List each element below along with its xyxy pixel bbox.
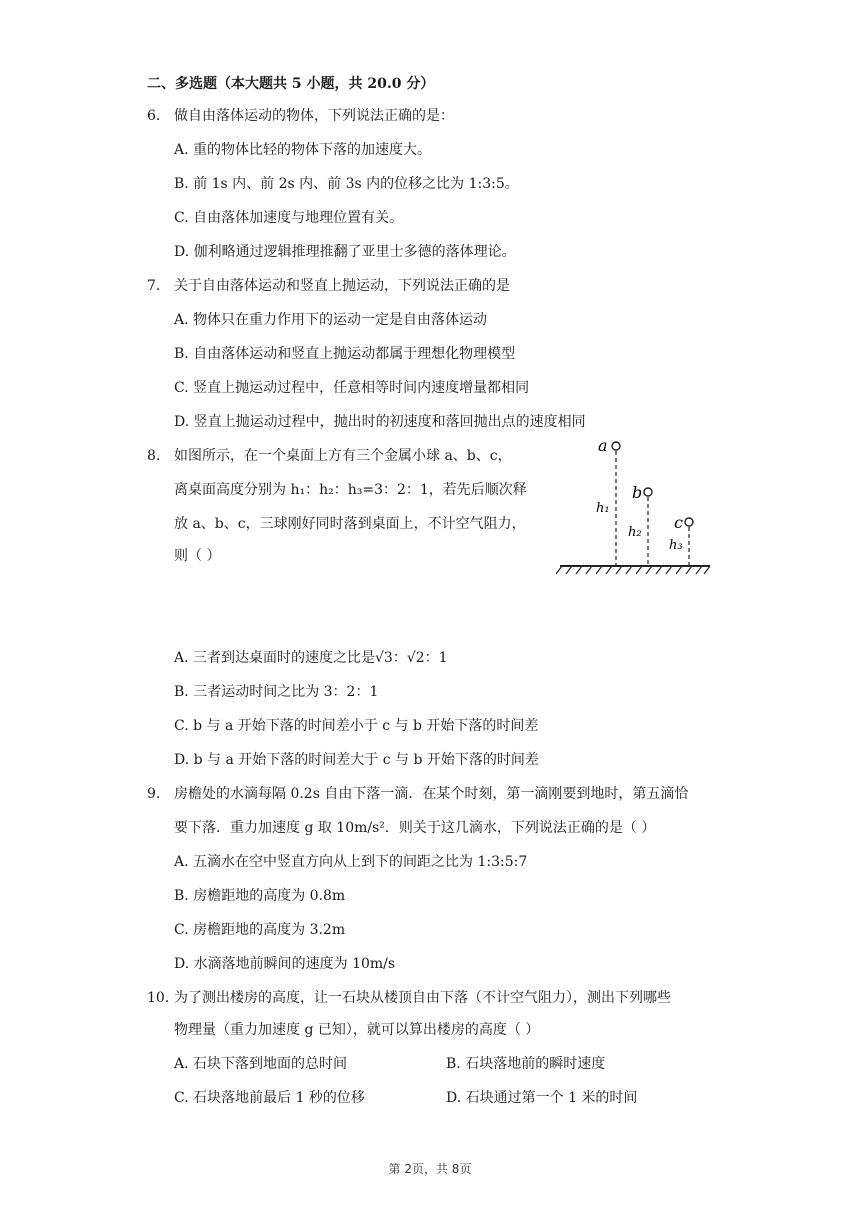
ground-hatching — [556, 566, 710, 574]
falling-balls-figure — [552, 432, 722, 582]
option-d: D. b 与 a 开始下落的时间差大于 c 与 b 开始下落的时间差 — [174, 752, 539, 768]
option-a: A. 五滴水在空中竖直方向从上到下的间距之比为 1:3:5:7 — [174, 854, 528, 870]
option-b: B. 自由落体运动和竖直上抛运动都属于理想化物理模型 — [174, 346, 516, 362]
question-stem-line: 物理量（重力加速度 g 已知），就可以算出楼房的高度（ ） — [174, 1022, 540, 1038]
ball-a — [612, 442, 620, 450]
question-number: 10. — [147, 990, 170, 1006]
option-a: A. 重的物体比轻的物体下落的加速度大。 — [174, 142, 432, 158]
question-stem: 做自由落体运动的物体，下列说法正确的是： — [174, 108, 454, 124]
option-a: A. 三者到达桌面时的速度之比是√3：√2：1 — [174, 650, 448, 666]
option-c: C. 房檐距地的高度为 3.2m — [174, 922, 346, 938]
question-number: 9. — [147, 786, 161, 802]
ball-b — [644, 488, 652, 496]
question-stem-line: 离桌面高度分别为 h₁：h₂：h₃=3：2：1，若先后顺次释 — [174, 482, 527, 498]
option-a: A. 石块下落到地面的总时间 — [174, 1056, 348, 1072]
question-stem-line: 为了测出楼房的高度，让一石块从楼顶自由下落（不计空气阻力），测出下列哪些 — [174, 990, 671, 1006]
question-number: 6. — [147, 108, 161, 124]
option-c: C. 竖直上抛运动过程中，任意相等时间内速度增量都相同 — [174, 380, 530, 396]
option-d: D. 竖直上抛运动过程中，抛出时的初速度和落回抛出点的速度相同 — [174, 414, 586, 430]
option-d: D. 水滴落地前瞬间的速度为 10m/s — [174, 956, 396, 972]
label-h2: h₂ — [628, 525, 642, 540]
option-d: D. 石块通过第一个 1 米的时间 — [446, 1090, 638, 1106]
label-h3: h₃ — [669, 538, 683, 553]
question-stem-line: 房檐处的水滴每隔 0.2s 自由下落一滴．在某个时刻，第一滴刚要到地时，第五滴恰 — [174, 786, 689, 802]
label-c: c — [674, 513, 683, 532]
question-number: 8. — [147, 448, 161, 464]
section-header: 二、多选题（本大题共 5 小题，共 20.0 分） — [147, 76, 435, 92]
option-c: C. b 与 a 开始下落的时间差小于 c 与 b 开始下落的时间差 — [174, 718, 539, 734]
page-footer: 第 2页，共 8页 — [388, 1162, 472, 1176]
question-stem-line: 放 a、b、c，三球刚好同时落到桌面上，不计空气阻力， — [174, 516, 526, 532]
label-b: b — [632, 483, 643, 502]
option-b: B. 石块落地前的瞬时速度 — [446, 1056, 606, 1072]
option-c: C. 石块落地前最后 1 秒的位移 — [174, 1090, 365, 1106]
question-stem-line: 要下落．重力加速度 g 取 10m/s²．则关于这几滴水，下列说法正确的是（ ） — [174, 820, 656, 836]
ball-c — [685, 518, 693, 526]
option-a: A. 物体只在重力作用下的运动一定是自由落体运动 — [174, 312, 488, 328]
option-b: B. 前 1s 内、前 2s 内、前 3s 内的位移之比为 1:3:5。 — [174, 176, 519, 192]
label-a: a — [598, 436, 608, 455]
question-number: 7. — [147, 278, 161, 294]
question-stem-line: 则（ ） — [174, 548, 221, 564]
question-stem: 关于自由落体运动和竖直上抛运动，下列说法正确的是 — [174, 278, 510, 294]
question-stem-line: 如图所示，在一个桌面上方有三个金属小球 a、b、c， — [174, 448, 512, 464]
option-b: B. 房檐距地的高度为 0.8m — [174, 888, 346, 904]
option-c: C. 自由落体加速度与地理位置有关。 — [174, 210, 404, 226]
label-h1: h₁ — [596, 501, 610, 516]
option-b: B. 三者运动时间之比为 3：2：1 — [174, 684, 379, 700]
option-d: D. 伽利略通过逻辑推理推翻了亚里士多德的落体理论。 — [174, 244, 516, 260]
